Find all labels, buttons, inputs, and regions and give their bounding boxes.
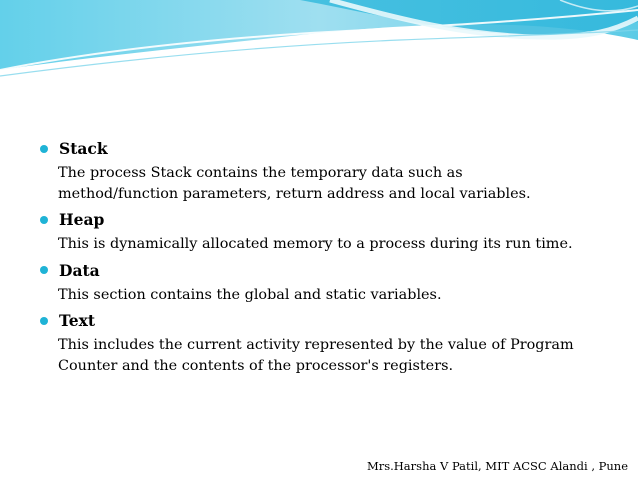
bullet-head: [38, 208, 613, 231]
footer-credit: Mrs.Harsha V Patil, MIT ACSC Alandi , Pune: [366, 459, 628, 473]
bullet-dot-icon: [40, 266, 48, 274]
bullet-head: [38, 259, 613, 282]
bullet-body: [58, 285, 613, 306]
bullet-list: [38, 137, 613, 380]
header-wave-decoration: [0, 0, 638, 80]
body-line: This section contains the global and static variables.: [58, 286, 442, 303]
bullet-title: Stack: [59, 139, 108, 158]
bullet-title: Heap: [59, 210, 105, 229]
bullet-dot-icon: [40, 317, 48, 325]
bullet-item-data: [38, 259, 613, 306]
body-line: method/function parameters, return address and local variables.: [58, 185, 531, 202]
bullet-item-heap: [38, 208, 613, 255]
body-line: The process Stack contains the temporary data such as: [58, 165, 463, 181]
bullet-body: [58, 335, 613, 376]
bullet-title: Text: [59, 311, 96, 330]
body-line: This is dynamically allocated memory to a process during its run time.: [58, 236, 573, 252]
bullet-item-stack: [38, 137, 613, 204]
body-line: Counter and the contents of the processor's registers.: [58, 357, 454, 374]
bullet-head: [38, 137, 613, 160]
bullet-title: Data: [59, 260, 100, 280]
body-line: This includes the current activity represented by the value of Program: [58, 337, 574, 353]
bullet-dot-icon: [40, 145, 48, 153]
bullet-item-text: [38, 309, 613, 376]
bullet-dot-icon: [40, 216, 48, 224]
bullet-head: [38, 309, 613, 332]
bullet-body: [58, 163, 613, 204]
bullet-body: [58, 234, 613, 255]
